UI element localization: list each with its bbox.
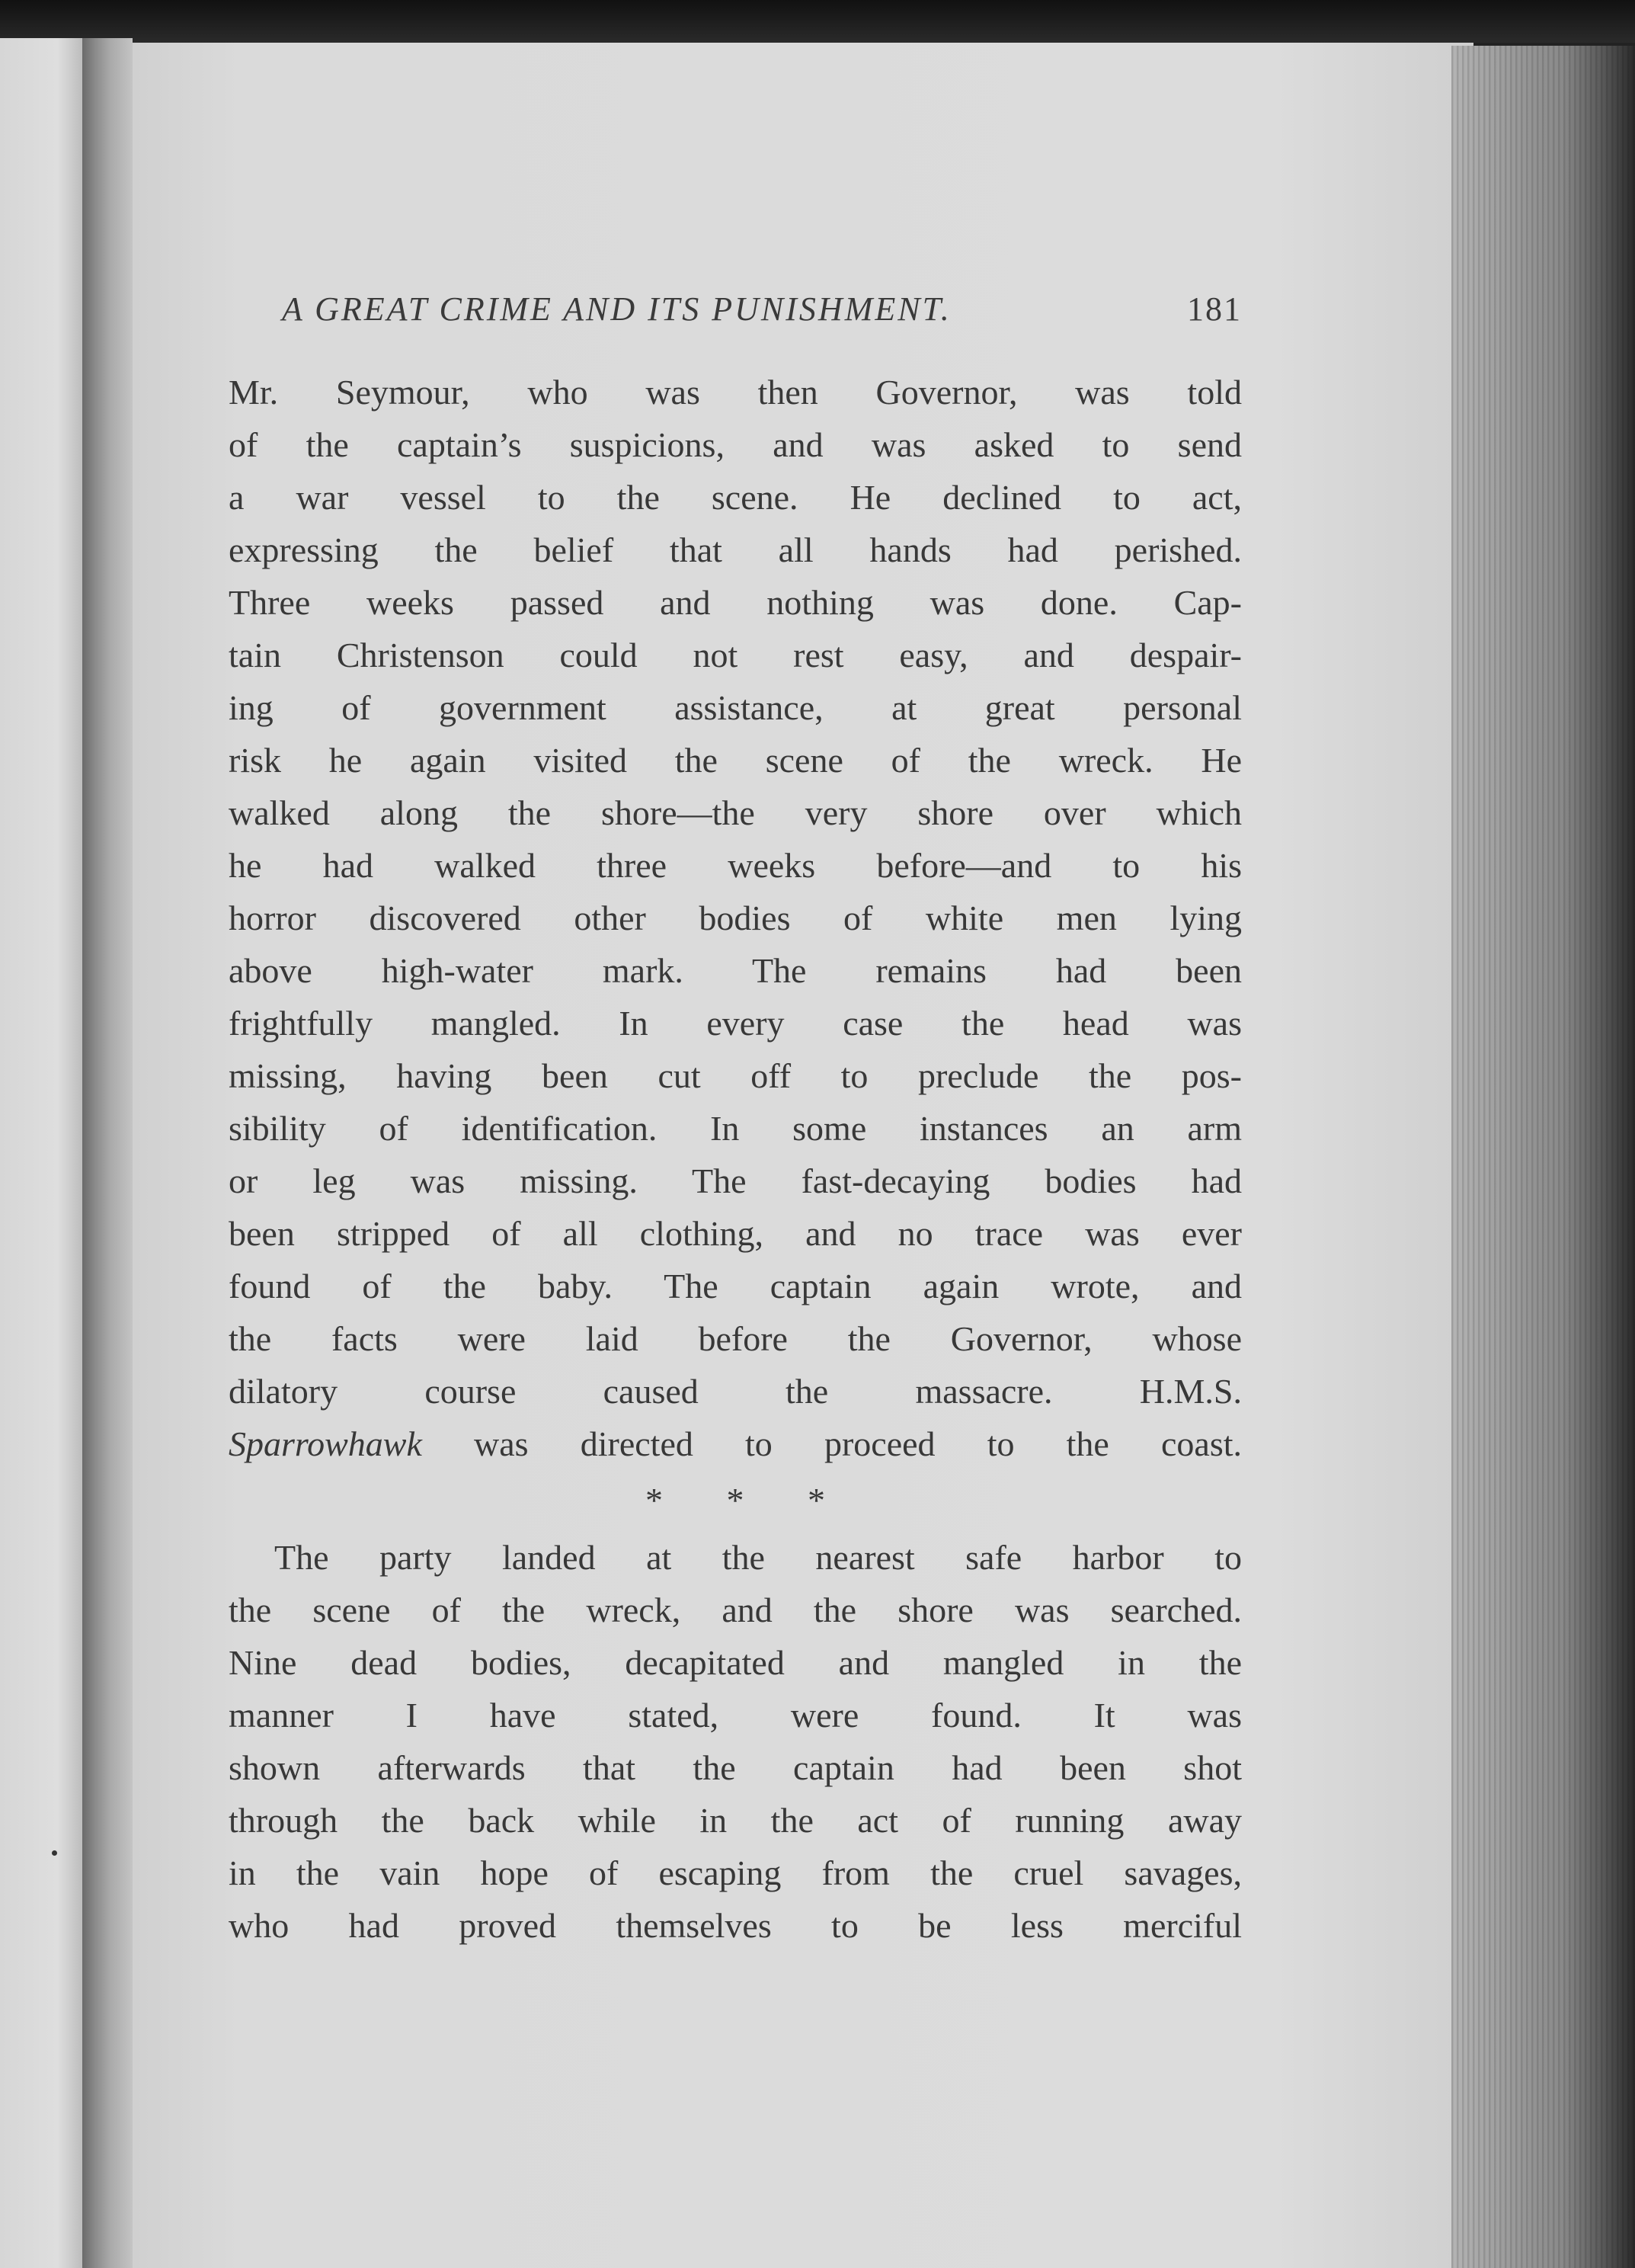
text-line: he had walked three weeks before—and to his bbox=[229, 846, 1242, 885]
text-line: missing, having been cut off to preclude the pos- bbox=[229, 1056, 1242, 1095]
text-line: a war vessel to the scene. He declined to act, bbox=[229, 478, 1242, 517]
ship-name: Sparrowhawk bbox=[229, 1424, 422, 1463]
text-line: frightfully mangled. In every case the head was bbox=[229, 1004, 1242, 1043]
text-line: ing of government assistance, at great personal bbox=[229, 688, 1242, 727]
text-line: sibility of identification. In some instances an arm bbox=[229, 1109, 1242, 1148]
text-line: or leg was missing. The fast-decaying bodies had bbox=[229, 1161, 1242, 1200]
text-line: horror discovered other bodies of white men lying bbox=[229, 899, 1242, 937]
book-gutter bbox=[82, 38, 133, 2268]
running-title: A GREAT CRIME AND ITS PUNISHMENT. bbox=[282, 290, 952, 328]
dust-speck bbox=[52, 1850, 57, 1856]
text-line: Three weeks passed and nothing was done. Cap- bbox=[229, 583, 1242, 622]
text-line-last bbox=[229, 1418, 1242, 1470]
page-number: 181 bbox=[1187, 290, 1242, 328]
text-line: tain Christenson could not rest easy, and despair- bbox=[229, 636, 1242, 674]
text-line: of the captain’s suspicions, and was asked to send bbox=[229, 425, 1242, 464]
text-line: who had proved themselves to be less merciful bbox=[229, 1906, 1242, 1945]
text-line: the facts were laid before the Governor, whose bbox=[229, 1319, 1242, 1358]
body-text bbox=[229, 366, 1242, 1952]
text-line: Nine dead bodies, decapitated and mangled in the bbox=[229, 1643, 1242, 1682]
text-line: dilatory course caused the massacre. H.M.S. bbox=[229, 1372, 1242, 1411]
text-line: been stripped of all clothing, and no trace was ever bbox=[229, 1214, 1242, 1253]
text-line: shown afterwards that the captain had been shot bbox=[229, 1748, 1242, 1787]
text-line: manner I have stated, were found. It was bbox=[229, 1696, 1242, 1735]
text-line: The party landed at the nearest safe harbor to bbox=[274, 1538, 1242, 1577]
section-separator: * * * bbox=[645, 1481, 853, 1520]
running-head bbox=[229, 290, 1242, 343]
text-line: in the vain hope of escaping from the cruel savages, bbox=[229, 1853, 1242, 1892]
page-block-edges bbox=[1451, 46, 1635, 2268]
text-line: Mr. Seymour, who was then Governor, was told bbox=[229, 373, 1242, 412]
text-line: found of the baby. The captain again wrote, and bbox=[229, 1267, 1242, 1305]
text-line: through the back while in the act of running away bbox=[229, 1801, 1242, 1840]
text-line: the scene of the wreck, and the shore was searched. bbox=[229, 1590, 1242, 1629]
text-line: walked along the shore—the very shore over which bbox=[229, 793, 1242, 832]
left-page-edge bbox=[0, 38, 82, 2268]
scan-top-edge bbox=[0, 0, 1635, 43]
text-line: risk he again visited the scene of the wreck. He bbox=[229, 741, 1242, 780]
text-line: above high-water mark. The remains had been bbox=[229, 951, 1242, 990]
last-line-rest: was directed to proceed to the coast. bbox=[421, 1424, 1242, 1463]
text-line: expressing the belief that all hands had perished. bbox=[229, 530, 1242, 569]
